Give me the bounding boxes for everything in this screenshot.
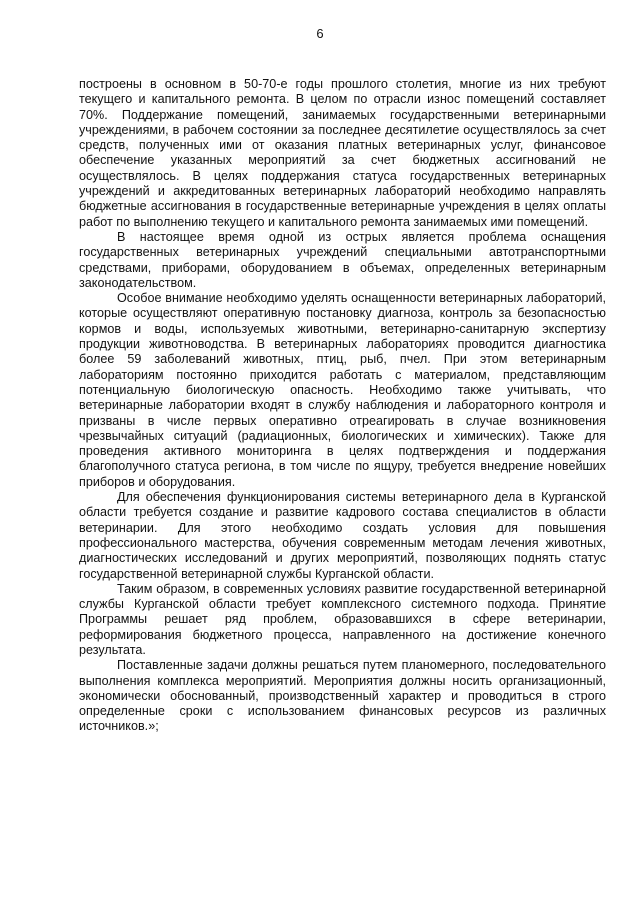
paragraph-3: Особое внимание необходимо уделять оснащенности ветеринарных лабораторий, которые осуществляют оперативную постановку диагноза, контроль за безопасностью кормов и воды, используемых животными, ветеринарно-санитарную экспертизу продукции животноводства. В ветеринарных лабораториях проводится диагностика более 59 заболеваний животных, птиц, рыб, пчел. При этом ветеринарным лабораториям постоянно приходится работать с материалом, представляющим потенциальную биологическую опасность. Необходимо также учитывать, что ветеринарные лаборатории входят в службу наблюдения и лабораторного контроля и призваны в числе первых оперативно отреагировать в случае возникновения чрезвычайных ситуаций (радиационных, биологических и химических). Также для проведения активного мониторинга в целях подтверждения и поддержания благополучного статуса региона, в том числе по ящуру, требуется внедрение новейших приборов и оборудования.: [79, 291, 606, 489]
body-text: [79, 77, 606, 735]
paragraph-6: Поставленные задачи должны решаться путем планомерного, последовательного выполнения комплекса мероприятий. Мероприятия должны носить организационный, экономически обоснованный, производственный характер и проводиться в строго определенные сроки с использованием финансовых ресурсов из различных источников.»;: [79, 658, 606, 734]
page-number: 6: [316, 26, 324, 41]
paragraph-2: В настоящее время одной из острых является проблема оснащения государственных ветеринарных учреждений специальными автотранспортными средствами, приборами, оборудованием в объемах, определенных ветеринарным законодательством.: [79, 229, 606, 290]
paragraph-5: Таким образом, в современных условиях развитие государственной ветеринарной службы Курганской области требует комплексного системного подхода. Принятие Программы решает ряд проблем, образовавшихся в сфере ветеринарии, реформирования бюджетного процесса, направленного на достижение конечного результата.: [79, 581, 606, 657]
paragraph-4: Для обеспечения функционирования системы ветеринарного дела в Курганской области требуется создание и развитие кадрового состава специалистов в области ветеринарии. Для этого необходимо создать условия для повышения профессионального мастерства, обучения современным методам лечения животных, диагностических исследований и других мероприятий, позволяющих поднять статус государственной ветеринарной службы Курганской области.: [79, 490, 606, 581]
paragraph-1: построены в основном в 50-70-е годы прошлого столетия, многие из них требуют текущего и капитального ремонта. В целом по отрасли износ помещений составляет 70%. Поддержание помещений, занимаемых государственными ветеринарными учреждениями, в рабочем состоянии за последнее десятилетие осуществлялось за счет средств, полученных ими от оказания платных ветеринарных услуг, финансовое обеспечение указанных мероприятий за счет бюджетных ассигнований не осуществлялось. В целях поддержания статуса государственных ветеринарных учреждений и аккредитованных ветеринарных лабораторий необходимо направлять бюджетные ассигнования в государственные ветеринарные учреждения в целях оплаты работ по выполнению текущего и капитального ремонта занимаемых ими помещений.: [79, 77, 606, 229]
